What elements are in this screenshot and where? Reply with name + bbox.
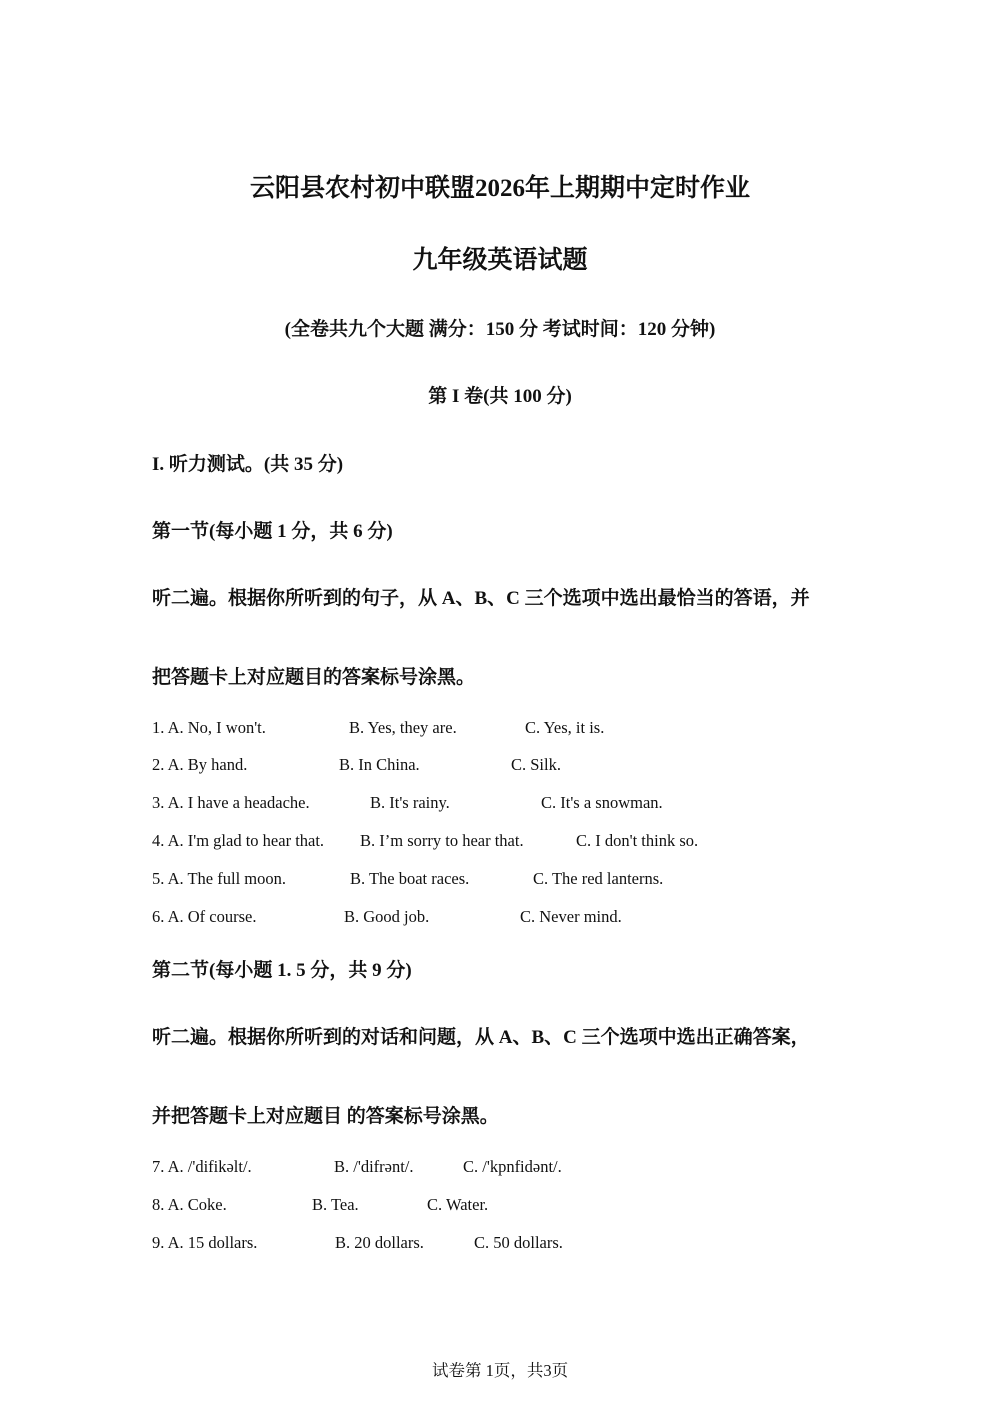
volume-heading: 第 I 卷(共 100 分) bbox=[428, 386, 572, 407]
option-c: C. Yes, it is. bbox=[525, 718, 605, 737]
option-c: C. /'kpnfidənt/. bbox=[463, 1157, 562, 1176]
option-b: B. Yes, they are. bbox=[349, 718, 457, 737]
option-c: C. I don't think so. bbox=[576, 831, 699, 850]
document-title: 云阳县农村初中联盟2026年上期期中定时作业 bbox=[249, 175, 750, 202]
option-a: 8. A. Coke. bbox=[152, 1195, 227, 1214]
option-a: 1. A. No, I won't. bbox=[152, 718, 266, 737]
option-a: 9. A. 15 dollars. bbox=[152, 1233, 258, 1252]
section2-instruction-line2: 并把答题卡上对应题目 的答案标号涂黑。 bbox=[152, 1106, 499, 1127]
option-a: 4. A. I'm glad to hear that. bbox=[152, 831, 325, 850]
option-b: B. Good job. bbox=[344, 907, 430, 926]
option-b: B. /'difrənt/. bbox=[334, 1157, 414, 1176]
option-c: C. Silk. bbox=[511, 755, 561, 774]
question-row bbox=[152, 907, 852, 931]
question-row bbox=[152, 718, 852, 742]
option-c: C. The red lanterns. bbox=[533, 869, 664, 888]
option-b: B. In China. bbox=[339, 755, 420, 774]
question-row bbox=[152, 1195, 852, 1219]
question-row bbox=[152, 1233, 852, 1257]
option-a: 5. A. The full moon. bbox=[152, 869, 286, 888]
option-a: 2. A. By hand. bbox=[152, 755, 248, 774]
section1-instruction-line1: 听二遍。根据你所听到的句子，从 A、B、C 三个选项中选出最恰当的答语，并 bbox=[152, 588, 810, 609]
option-b: B. Tea. bbox=[312, 1195, 359, 1214]
section1-instruction-line2: 把答题卡上对应题目的答案标号涂黑。 bbox=[152, 667, 476, 688]
section2-instruction-line1: 听二遍。根据你所听到的对话和问题，从 A、B、C 三个选项中选出正确答案， bbox=[152, 1027, 810, 1048]
page-footer: 试卷第 1页，共3页 bbox=[431, 1361, 569, 1380]
part-heading: I. 听力测试。(共 35 分) bbox=[152, 454, 344, 475]
question-row bbox=[152, 831, 852, 855]
question-row bbox=[152, 755, 852, 779]
option-c: C. It's a snowman. bbox=[541, 793, 663, 812]
option-c: C. Water. bbox=[427, 1195, 489, 1214]
option-a: 3. A. I have a headache. bbox=[152, 793, 310, 812]
option-a: 6. A. Of course. bbox=[152, 907, 257, 926]
exam-info: (全卷共九个大题 满分：150 分 考试时间：120 分钟) bbox=[284, 319, 716, 340]
option-b: B. It's rainy. bbox=[370, 793, 450, 812]
section1-heading: 第一节(每小题 1 分，共 6 分) bbox=[152, 521, 393, 542]
option-b: B. I’m sorry to hear that. bbox=[360, 831, 524, 850]
option-b: B. The boat races. bbox=[350, 869, 470, 888]
option-c: C. 50 dollars. bbox=[474, 1233, 563, 1252]
question-row bbox=[152, 869, 852, 893]
question-row bbox=[152, 1157, 852, 1181]
question-row bbox=[152, 793, 852, 817]
option-a: 7. A. /'difikəlt/. bbox=[152, 1157, 252, 1176]
option-c: C. Never mind. bbox=[520, 907, 622, 926]
document-subtitle: 九年级英语试题 bbox=[412, 247, 588, 274]
section2-heading: 第二节(每小题 1. 5 分，共 9 分) bbox=[152, 960, 412, 981]
option-b: B. 20 dollars. bbox=[335, 1233, 424, 1252]
